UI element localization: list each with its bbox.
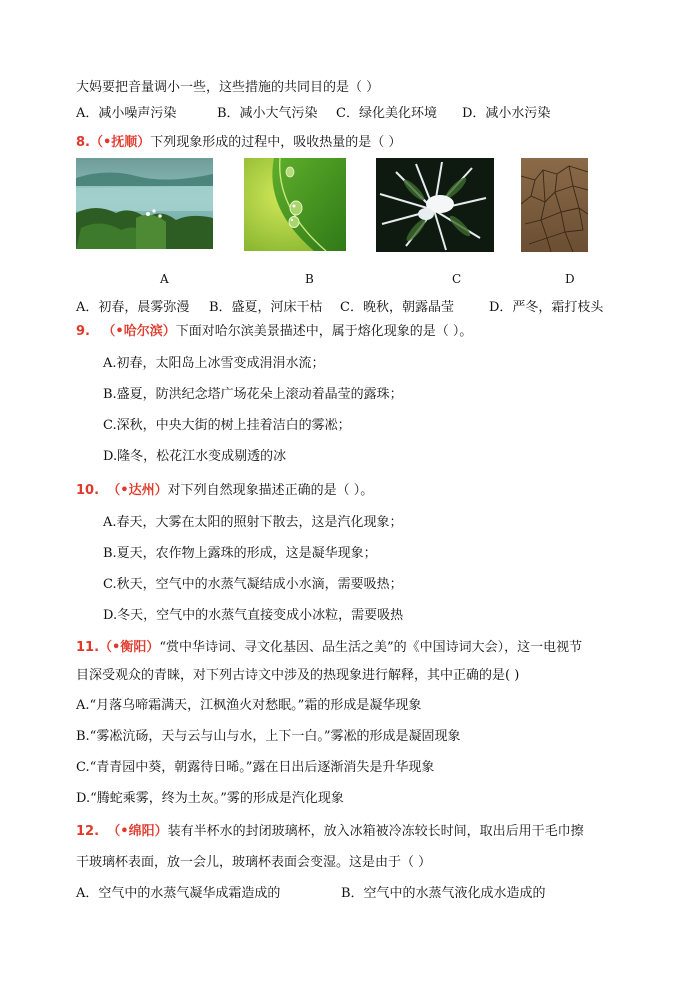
q12-stem-text-1: 装有半杯水的封闭玻璃杯，放入冰箱被冷冻较长时间，取出后用干毛巾擦 <box>167 824 584 839</box>
q7-option-b: B．减小大气污染 <box>217 106 318 121</box>
image-label-a: A <box>160 272 169 286</box>
q9-option-b: B.盛夏，防洪纪念塔广场花朵上滚动着晶莹的露珠； <box>103 387 403 402</box>
q8-option-c: C．晚秋，朝露晶莹 <box>340 300 454 315</box>
q10-option-c: C.秋天，空气中的水蒸气凝结成小水滴，需要吸热； <box>103 577 403 592</box>
q11-option-c: C.“青青园中葵，朝露待日晞。”露在日出后逐渐消失是升华现象 <box>76 760 435 775</box>
q11-stem-text-1: “赏中华诗词、寻文化基因、品生活之美”的《中国诗词大会），这一电视节 <box>159 640 583 655</box>
q10-option-b: B.夏天，农作物上露珠的形成，这是凝华现象； <box>103 546 377 561</box>
q9-stem <box>76 324 472 340</box>
image-label-d: D <box>565 272 575 286</box>
q12-option-a: A．空气中的水蒸气凝华成霜造成的 <box>76 886 281 901</box>
q10-source: （•达州） <box>107 483 168 498</box>
q9-source: （•哈尔滨） <box>102 324 176 339</box>
q8-option-d: D．严冬，霜打枝头 <box>489 300 604 315</box>
q11-stem-line1 <box>76 640 582 656</box>
q11-option-d: D.“腾蛇乘雾，终为土灰。”雾的形成是汽化现象 <box>76 791 344 806</box>
image-d-cracked-earth <box>521 158 588 252</box>
q7-stem-tail: 大妈要把音量调小一些，这些措施的共同目的是（ ） <box>76 80 380 95</box>
image-b-leaf-dewdrops <box>244 158 346 251</box>
image-label-b: B <box>305 272 314 286</box>
q9-number: 9. <box>76 324 90 339</box>
q12-source: （•绵阳） <box>107 824 168 839</box>
q11-option-a: A.“月落乌啼霜满天，江枫渔火对愁眠。”霜的形成是凝华现象 <box>76 698 422 713</box>
q7-option-a: A．减小噪声污染 <box>76 106 177 121</box>
q9-option-a: A.初春，太阳岛上冰雪变成涓涓水流； <box>103 356 325 371</box>
q10-stem <box>76 483 373 499</box>
q10-option-a: A.春天，大雾在太阳的照射下散去，这是汽化现象； <box>103 515 403 530</box>
q8-option-b: B．盛夏，河床干枯 <box>209 300 323 315</box>
q7-option-d: D．减小水污染 <box>462 106 551 121</box>
q8-stem <box>76 135 401 151</box>
image-a-misty-lake <box>76 158 213 249</box>
q8-number: 8. <box>76 135 90 150</box>
q10-stem-text: 对下列自然现象描述正确的是（ ）。 <box>167 483 374 498</box>
q12-stem-line1 <box>76 824 584 840</box>
q12-number: 12. <box>76 824 100 839</box>
q9-option-d: D.隆冬，松花江水变成剔透的冰 <box>103 449 287 464</box>
q11-source: （•衡阳） <box>99 640 160 655</box>
q11-option-b: B.“雾凇沆砀，天与云与山与水，上下一白。”雾凇的形成是凝固现象 <box>76 729 461 744</box>
q11-number: 11. <box>76 640 100 655</box>
q10-number: 10. <box>76 483 100 498</box>
q8-source: （•抚顺） <box>89 135 151 150</box>
q9-option-c: C.深秋，中央大街的树上挂着洁白的雾凇； <box>103 418 351 433</box>
image-label-c: C <box>452 272 462 286</box>
image-c-frosted-plant <box>376 158 494 252</box>
q9-stem-text: 下面对哈尔滨美景描述中，属于熔化现象的是（ ）。 <box>175 324 473 339</box>
q11-stem-line2: 目深受观众的青睐，对下列古诗文中涉及的热现象进行解释，其中正确的是( ) <box>76 668 520 683</box>
q7-option-c: C．绿化美化环境 <box>336 106 437 121</box>
q8-option-a: A．初春，晨雾弥漫 <box>76 300 190 315</box>
q12-option-b: B．空气中的水蒸气液化成水造成的 <box>341 886 546 901</box>
q10-option-d: D.冬天，空气中的水蒸气直接变成小冰粒，需要吸热 <box>103 608 404 623</box>
q8-stem-text: 下列现象形成的过程中，吸收热量的是（ ） <box>150 135 402 150</box>
q12-stem-line2: 干玻璃杯表面，放一会儿，玻璃杯表面会变湿。这是由于（ ） <box>76 855 432 870</box>
